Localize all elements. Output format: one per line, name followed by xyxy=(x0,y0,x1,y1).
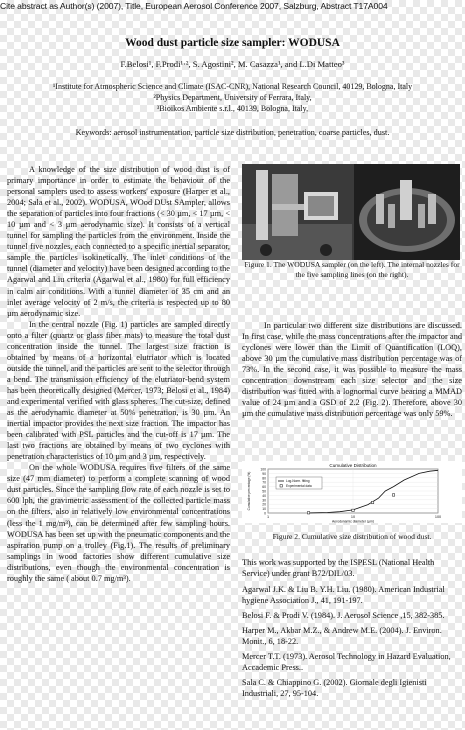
reference-item: Belosi F. & Prodi V. (1984). J. Aerosol Science ,15, 382-385. xyxy=(242,611,445,621)
x-tick-label: 100 xyxy=(434,515,442,519)
reference-item: Harper M., Akbar M.Z., & Andrew M.E. (2004). J. Environ. Monit., 6, 18-22. xyxy=(242,626,442,647)
y-tick-label: 70 xyxy=(262,480,266,485)
y-tick-label: 0 xyxy=(264,511,266,516)
reference-item: Mercer T.T. (1973). Aerosol Technology in Hazard Evaluation, Accademic Press.. xyxy=(242,652,451,673)
body-paragraph-1: A knowledge of the size distribution of wood dust is of primary importance in order to estimate the behaviour of the personal samplers used to assess workers' exposure (Harper et al., 2004; Sala et al., 2002). WODUSA, WOod DUst SAmpler, allows the separation of particles into four fractions (< 30 µm, < 17 µm, < 10 µm and < 3 µm aerodynamic size). It consists of a vertical tunnel for sampling the particles from the environment. Inside the tunnel five nozzles, each connected to a specific inertial separator, sample the particles isokinetically. The inlet conditions of the tunnel (diameter and velocity) have been designed according to the Agarwal and Liu criteria (Agarwal et al., 1980) for full efficiency in calm air conditions. With a tunnel diameter of 35 cm and an inlet average velocity of 2 m/s, the criteria is respected up to 80 µm aerodynamic size. xyxy=(7,165,230,318)
acknowledgement: This work was supported by the ISPESL (National Health Service) under grant B72/DIL/03. xyxy=(242,558,435,579)
y-tick-label: 90 xyxy=(262,471,266,476)
affiliation-3: ³Bioikos Ambiente s.r.l., 40139, Bologna, Italy, xyxy=(156,104,309,113)
data-point-experimental xyxy=(352,509,354,511)
body-paragraph-2: In the central nozzle (Fig. 1) particles are sampled directly onto a filter (quartz or glass fiber mats) to measure the total dust concentration inside the tunnel. The largest size fraction is obtained by means of a horizontal elutriator which is located outside the tunnel, and the particles are sent to the selector through a bend. The transmission efficiency of the elutriator-bend system has been theoretically designed (Mercer, 1973; Belosi et al., 1984) and experimental verified with glass spheres. The cut-size, defined as the aerodynamic diameter at 50% penetration, is 30 µm. An inertial impactor provides the next size fraction. The impactor has been calibrated with PSL particles and the cut-off is 17 µm. The last two fractions are obtained by means of two cyclones with penetration characteristics of 10 µm and 3 µm, respectively. xyxy=(7,319,230,462)
references xyxy=(242,584,462,703)
citation-header: Cite abstract as Author(s) (2007), Title, European Aerosol Conference 2007, Salzburg, Abstract T17A004 xyxy=(0,1,388,11)
chart-title: Cumulative Distribution xyxy=(329,463,377,468)
figure-2-chart xyxy=(242,461,462,523)
y-tick-label: 80 xyxy=(262,476,266,481)
figure-1-caption: Figure 1. The WODUSA sampler (on the left). The internal nozzles for the five sampling lines (on the right). xyxy=(244,260,460,279)
author-list: F.Belosi¹, F.Prodi¹·², S. Agostini², M. Casazza¹, and L.Di Matteo³ xyxy=(120,59,345,69)
legend-label: Log-Norm. fitting xyxy=(286,479,310,484)
x-axis-label: Aerodynamic diameter (µm) xyxy=(332,519,374,523)
reference-item: Sala C. & Chiappino G. (2002). Giornale degli Igienisti Industriali, 27, 95-104. xyxy=(242,678,427,699)
affiliation-2: ²Physics Department, University of Ferrara, Italy, xyxy=(153,93,312,102)
y-tick-label: 30 xyxy=(262,498,266,503)
y-tick-label: 50 xyxy=(262,489,266,494)
cumulative-distribution-chart xyxy=(242,461,462,523)
figure-1-photo xyxy=(242,164,460,260)
right-column xyxy=(242,320,462,419)
y-tick-label: 40 xyxy=(262,493,266,498)
y-axis-label: Cumulative percentage (%) xyxy=(247,471,251,511)
x-tick-label: 10 xyxy=(350,515,356,519)
chart-background xyxy=(242,461,462,523)
affiliation-1: ¹Institute for Atmospheric Science and Climate (ISAC-CNR), National Research Council, 40129, Bologna, Italy xyxy=(52,82,413,91)
left-column xyxy=(7,164,230,730)
data-point-experimental xyxy=(392,494,394,496)
body-paragraph-3: On the whole WODUSA requires five filters of the same size (47 mm diameter) to perform a complete scanning of wood dust particles. Since the sampling flow rate of each nozzle is set to 600 lph, the gravimetric assessment of the collected particle mass on the filters, also in relatively low environmental concentrations (less the 1 mg/m³), can be determined after few sampling hours. WODUSA has been set up with the pneumatic components and the aspiration pump on a trolley (Fig.1). The results of preliminary samplings in wood factories show different cumulative size distributions, even though the environmental concentration is roughly the same ( about 0.7 mg/m³). xyxy=(7,463,230,583)
y-tick-label: 20 xyxy=(262,502,266,507)
legend-label: Experimental data xyxy=(286,484,312,488)
legend-marker-swatch xyxy=(280,485,282,487)
sampler-photo-illustration xyxy=(242,164,460,260)
x-tick-label: 1 xyxy=(266,515,270,519)
figure-2-caption: Figure 2. Cumulative size distribution of wood dust. xyxy=(272,532,432,541)
data-point-experimental xyxy=(371,501,373,503)
affiliations xyxy=(0,81,465,114)
y-tick-label: 100 xyxy=(260,467,266,472)
paper-title: Wood dust particle size sampler: WODUSA xyxy=(125,37,340,49)
y-tick-label: 60 xyxy=(262,485,266,490)
reference-item: Agarwal J.K. & Liu B. Y.H. Liu. (1980). American Industrial hygiene Association J., 41, 191-197. xyxy=(242,585,445,606)
y-tick-label: 10 xyxy=(262,507,266,512)
data-point-experimental xyxy=(307,512,309,514)
right-body-paragraph: In particular two different size distributions are discussed. In first case, while the mass concentrations after the impactor and cyclones were lower than the Limit of Quantification (LOQ), above 30 µm the cumulative mass distribution percentage was of 73%. In the second case, it was possible to measure the mass concentration downstream each size selector and the size distribution was fitted with a lognormal curve bearing a MMAD value of 24 µm and a GSD of 2.2 (Fig. 2). Therefore, above 30 µm the cumulative mass distribution percentage was only 59%. xyxy=(242,321,462,419)
keywords: Keywords: aerosol instrumentation, particle size distribution, penetration, coarse particles, dust. xyxy=(75,128,390,137)
